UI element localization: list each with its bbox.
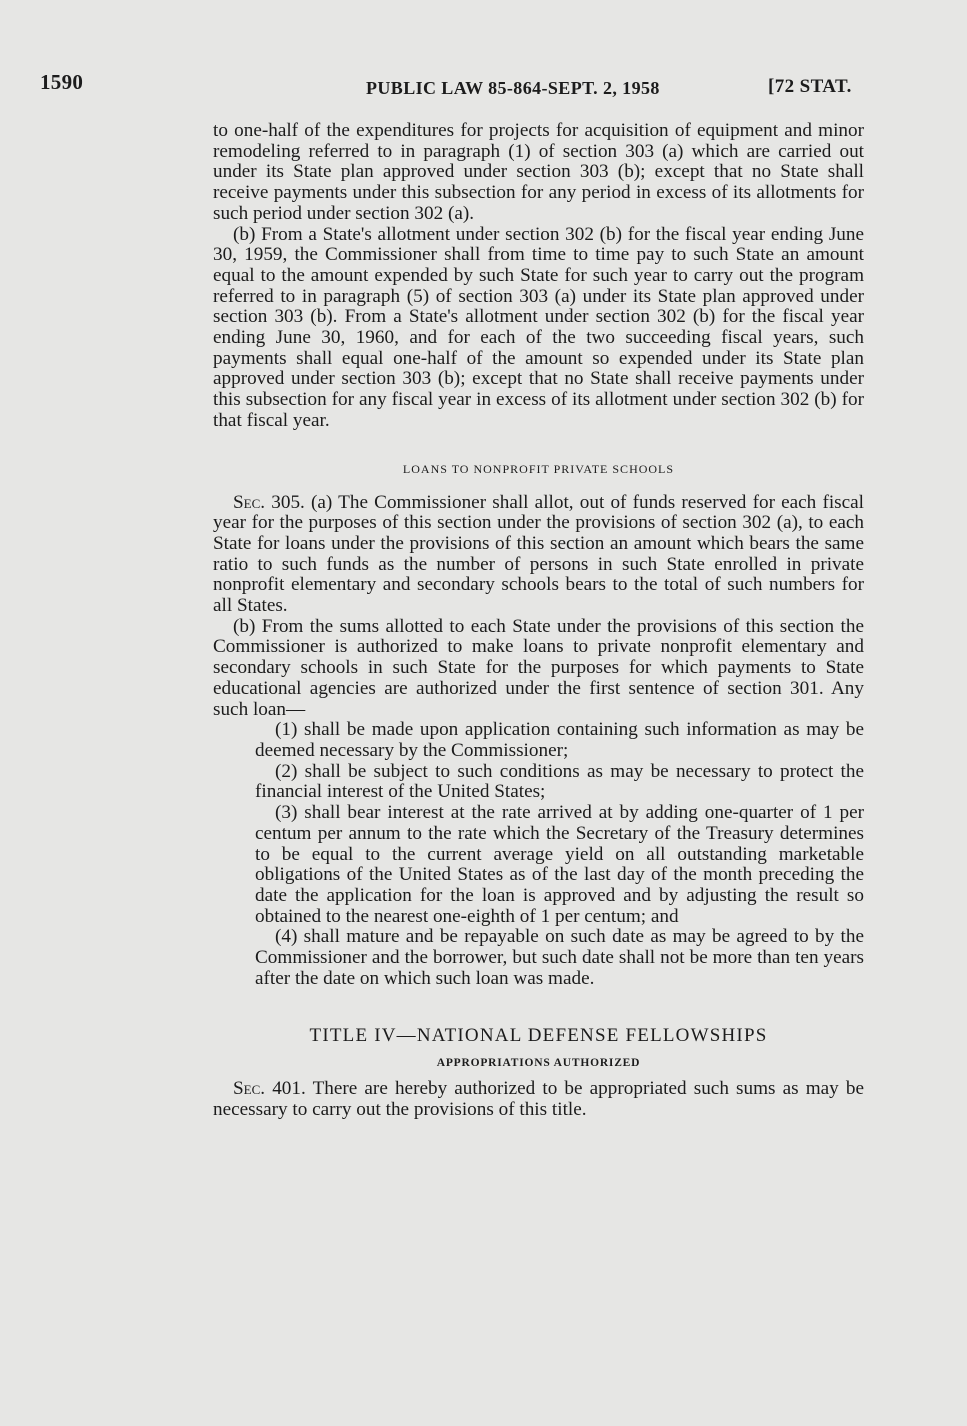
section-text: There are hereby authorized to be appropriated such sums as may be necessary to carry out the provisions of this title.	[213, 1078, 864, 1121]
loan-condition-1: (1) shall be made upon application containing such information as may be deemed necessary by the Commissioner;	[255, 719, 864, 761]
loan-condition-2: (2) shall be subject to such conditions as may be necessary to protect the financial interest of the United States;	[255, 760, 864, 803]
title-iv-heading: TITLE IV—NATIONAL DEFENSE FELLOWSHIPS	[309, 1025, 768, 1047]
section-heading-loans: LOANS TO NONPROFIT PRIVATE SCHOOLS	[402, 461, 675, 476]
page-body	[213, 121, 864, 1121]
appropriations-heading: APPROPRIATIONS AUTHORIZED	[436, 1057, 641, 1070]
section-label: Sec. 401.	[233, 1078, 306, 1100]
loan-condition-4: (4) shall mature and be repayable on such date as may be agreed to by the Commissioner and the borrower, but such date shall not be more than ten years after the date on which such loan was made.	[255, 926, 864, 989]
section-305-b: (b) From the sums allotted to each State under the provisions of this section the Commissioner is authorized to make loans to private nonprofit elementary and secondary schools in such State for the purposes for which payments to State educational agencies are authorized under the first sentence of section 301. Any such loan—	[213, 615, 864, 720]
section-401	[213, 1079, 864, 1120]
continued-paragraph: to one-half of the expenditures for projects for acquisition of equipment and minor remodeling referred to in paragraph (1) of section 303 (a) which are carried out under its State plan approved under section 303 (b); except that no State shall receive payments under this subsection for any period in excess of its allotments for such period under section 302 (a).	[213, 120, 864, 224]
section-text: (a) The Commissioner shall allot, out of funds reserved for each fiscal year for the purposes of this section under the provisions of section 302 (a), to each State for loans under the provisions of this section an amount which bears the same ratio to such funds as the number of persons in such State enrolled in private nonprofit elementary and secondary schools bears to the total of such numbers for all States.	[213, 491, 864, 617]
section-305-a	[213, 493, 864, 617]
subsection-b-paragraph: (b) From a State's allotment under section 302 (b) for the fiscal year ending June 30, 1959, the Commissioner shall from time to time pay to such State an amount equal to the amount expended by such State for such year to carry out the program referred to in paragraph (5) of section 303 (a) under its State plan approved under section 303 (b). From a State's allotment under section 302 (b) for the fiscal year ending June 30, 1960, and for each of the two succeeding fiscal years, such payments shall equal one-half of the amount so expended under its State plan approved under section 303 (b); except that no State shall receive payments under this subsection for any fiscal year in excess of its allotment under section 302 (b) for that fiscal year.	[213, 223, 864, 431]
stat-reference: [72 STAT.	[768, 76, 852, 97]
section-label: Sec. 305.	[233, 491, 305, 513]
running-head: PUBLIC LAW 85-864-SEPT. 2, 1958	[366, 78, 660, 98]
page-number: 1590	[40, 70, 84, 94]
loan-condition-3: (3) shall bear interest at the rate arrived at by adding one-quarter of 1 per centum per annum to the rate which the Secretary of the Treasury determines to be equal to the current average yield on all outstanding marketable obligations of the United States as of the last day of the month preceding the date the application for the loan is approved and by adjusting the result so obtained to the nearest one-eighth of 1 per centum; and	[255, 802, 864, 927]
